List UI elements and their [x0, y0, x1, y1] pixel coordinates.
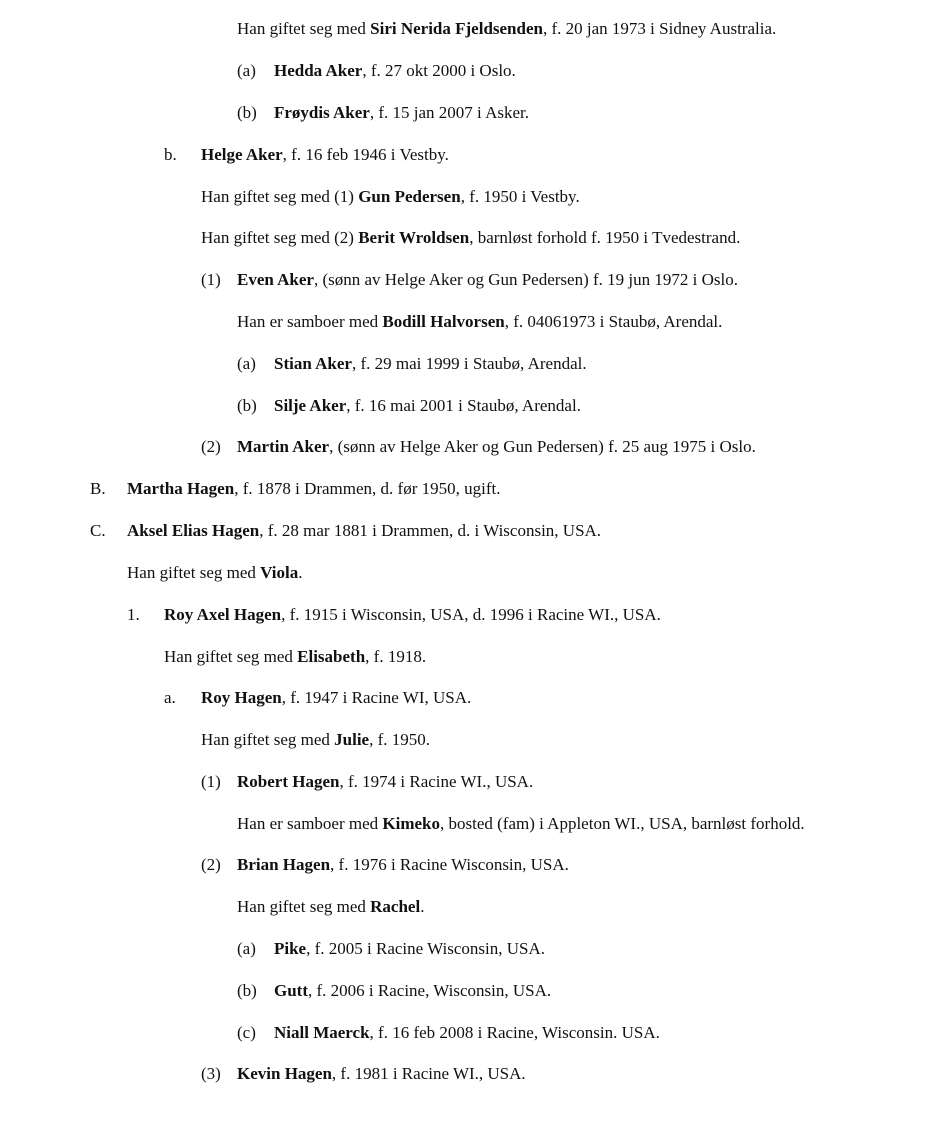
person-name: Even Aker	[237, 270, 314, 289]
entry-number-label: b.	[164, 145, 177, 164]
entry-text: , f. 29 mai 1999 i Staubø, Arendal.	[351, 354, 587, 373]
entry-line	[274, 939, 545, 959]
entry-text: Han giftet seg med	[237, 897, 371, 916]
person-name: Rachel	[370, 897, 421, 916]
entry-number-label: (2)	[201, 855, 221, 874]
entry-number-label: C.	[90, 521, 106, 540]
entry-text: , f. 16 feb 2008 i Racine, Wisconsin. USA.	[369, 1023, 660, 1042]
entry-text: Han giftet seg med	[237, 19, 371, 38]
person-name: Berit Wroldsen	[358, 228, 470, 247]
entry-number-label: (a)	[237, 354, 256, 373]
person-name: Martha Hagen	[127, 479, 235, 498]
person-name: Kimeko	[382, 814, 440, 833]
person-name: Julie	[334, 730, 370, 749]
entry-number-label: (a)	[237, 939, 256, 958]
person-name: Siri Nerida Fjeldsenden	[370, 19, 543, 38]
entry-line	[274, 396, 581, 416]
entry-text: Han giftet seg med	[164, 647, 298, 666]
entry-line	[237, 1064, 526, 1084]
entry-number-label: (1)	[201, 270, 221, 289]
entry-text: , f. 2006 i Racine, Wisconsin, USA.	[308, 981, 552, 1000]
entry-line	[237, 437, 756, 457]
entry-line	[201, 187, 580, 207]
entry-line	[237, 855, 569, 875]
person-name: Roy Hagen	[201, 688, 282, 707]
entry-line	[237, 814, 805, 834]
entry-text: , f. 16 feb 1946 i Vestby.	[282, 145, 449, 164]
entry-text: .	[420, 897, 425, 916]
entry-text: , f. 16 mai 2001 i Staubø, Arendal.	[346, 396, 581, 415]
entry-text: , f. 1878 i Drammen, d. før 1950, ugift.	[234, 479, 501, 498]
entry-text: .	[298, 563, 303, 582]
person-name: Bodill Halvorsen	[382, 312, 505, 331]
person-name: Viola	[260, 563, 299, 582]
entry-text: , f. 2005 i Racine Wisconsin, USA.	[306, 939, 545, 958]
entry-number-label: B.	[90, 479, 106, 498]
entry-text: , f. 1981 i Racine WI., USA.	[331, 1064, 526, 1083]
entry-text: Han giftet seg med (1)	[201, 187, 359, 206]
entry-number-label: (c)	[237, 1023, 256, 1042]
person-name: Gun Pedersen	[358, 187, 461, 206]
entry-text: , f. 1974 i Racine WI., USA.	[339, 772, 534, 791]
person-name: Elisabeth	[297, 647, 366, 666]
person-name: Pike	[274, 939, 307, 958]
entry-number-label: (1)	[201, 772, 221, 791]
person-name: Stian Aker	[274, 354, 352, 373]
person-name: Silje Aker	[274, 396, 347, 415]
entry-text: , f. 20 jan 1973 i Sidney Australia.	[542, 19, 777, 38]
entry-line	[274, 103, 529, 123]
entry-line	[274, 61, 516, 81]
entry-text: Han er samboer med	[237, 312, 383, 331]
entry-text: , (sønn av Helge Aker og Gun Pedersen) f. 19 jun 1972 i Oslo.	[313, 270, 738, 289]
entry-text: Han er samboer med	[237, 814, 383, 833]
person-name: Frøydis Aker	[274, 103, 370, 122]
person-name: Brian Hagen	[237, 855, 331, 874]
entry-line	[127, 563, 302, 583]
entry-line	[274, 1023, 660, 1043]
entry-text: , f. 1918.	[365, 647, 427, 666]
person-name: Helge Aker	[201, 145, 283, 164]
person-name: Martin Aker	[237, 437, 330, 456]
entry-line	[274, 981, 551, 1001]
entry-text: , f. 1976 i Racine Wisconsin, USA.	[330, 855, 569, 874]
entry-line	[237, 772, 533, 792]
entry-line	[164, 605, 661, 625]
entry-line	[201, 730, 430, 750]
entry-line	[237, 19, 776, 39]
entry-number-label: (a)	[237, 61, 256, 80]
entry-line	[237, 312, 722, 332]
entry-text: , f. 1947 i Racine WI, USA.	[281, 688, 472, 707]
entry-line	[201, 228, 740, 248]
entry-line	[201, 145, 449, 165]
person-name: Kevin Hagen	[237, 1064, 332, 1083]
entry-number-label: (3)	[201, 1064, 221, 1083]
entry-text: , f. 1950.	[369, 730, 431, 749]
entry-line	[237, 897, 424, 917]
entry-number-label: (b)	[237, 396, 257, 415]
entry-text: Han giftet seg med	[201, 730, 335, 749]
entry-number-label: 1.	[127, 605, 140, 624]
entry-text: , (sønn av Helge Aker og Gun Pedersen) f. 25 aug 1975 i Oslo.	[329, 437, 756, 456]
entry-line	[237, 270, 738, 290]
entry-text: Han giftet seg med (2)	[201, 228, 359, 247]
entry-text: , f. 27 okt 2000 i Oslo.	[362, 61, 516, 80]
entry-text: , f. 28 mar 1881 i Drammen, d. i Wisconsin, USA.	[259, 521, 602, 540]
entry-text: Han giftet seg med	[127, 563, 261, 582]
person-name: Roy Axel Hagen	[164, 605, 282, 624]
entry-text: , f. 15 jan 2007 i Asker.	[369, 103, 529, 122]
entry-line	[127, 479, 500, 499]
entry-text: , bosted (fam) i Appleton WI., USA, barnløst forhold.	[440, 814, 805, 833]
entry-text: , f. 04061973 i Staubø, Arendal.	[504, 312, 723, 331]
person-name: Gutt	[274, 981, 308, 1000]
entry-line	[164, 647, 426, 667]
entry-number-label: (b)	[237, 981, 257, 1000]
person-name: Niall Maerck	[274, 1023, 370, 1042]
person-name: Aksel Elias Hagen	[127, 521, 260, 540]
entry-text: , f. 1950 i Vestby.	[460, 187, 580, 206]
entry-number-label: (b)	[237, 103, 257, 122]
entry-line	[201, 688, 471, 708]
entry-text: , f. 1915 i Wisconsin, USA, d. 1996 i Racine WI., USA.	[281, 605, 661, 624]
entry-number-label: (2)	[201, 437, 221, 456]
entry-text: , barnløst forhold f. 1950 i Tvedestrand.	[469, 228, 741, 247]
entry-line	[274, 354, 587, 374]
person-name: Robert Hagen	[237, 772, 340, 791]
entry-line	[127, 521, 601, 541]
entry-number-label: a.	[164, 688, 176, 707]
person-name: Hedda Aker	[274, 61, 363, 80]
